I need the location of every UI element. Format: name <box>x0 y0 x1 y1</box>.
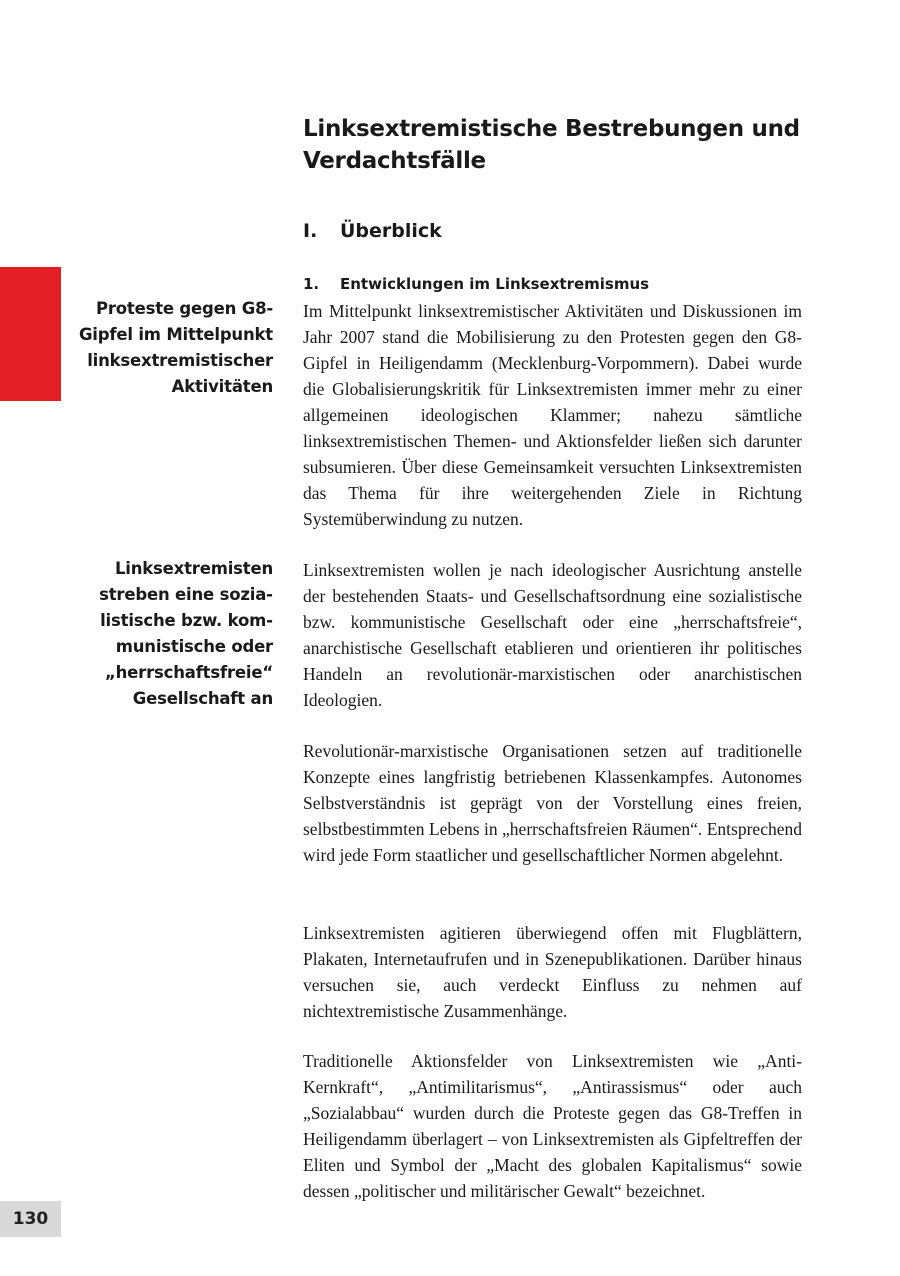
paragraph-5: Traditionelle Aktionsfelder von Linksextremisten wie „Anti-Kernkraft“, „Antimilitarismus“, „Antirassismus“ oder auch „Sozialabbau“ wurden durch die Proteste gegen das G8-Treffen in Heiligendamm überlagert – von Linksextremisten als Gipfeltreffen der Eliten und Symbol der „Macht des globalen Kapitalismus“ sowie dessen „politischer und militärischer Gewalt“ bezeichnet. <box>303 1051 802 1201</box>
page-title: Linksextremistische Bestrebungen und Verdachtsfälle <box>303 116 800 174</box>
subsection-label: Entwicklungen im Linksextremismus <box>340 275 650 293</box>
page-number: 130 <box>0 1201 61 1237</box>
margin-note-g8: Proteste gegen G8-Gipfel im Mittelpunkt linksextremistischer Aktivitäten <box>78 299 273 396</box>
section-heading <box>303 216 442 246</box>
paragraph-4: Linksextremisten agitieren überwiegend offen mit Flugblättern, Plakaten, Internetaufrufen und in Szenepublikationen. Darüber hinaus versuchen sie, auch verdeckt Einfluss zu nehmen auf nichtextremistische Zusammenhänge. <box>303 923 802 1021</box>
chapter-marker-tab <box>0 267 61 401</box>
paragraph-2: Linksextremisten wollen je nach ideologischer Ausrichtung anstelle der bestehenden Staats- und Gesellschaftsordnung eine sozialistische bzw. kommunistische Gesellschaft oder eine „herrschaftsfreie“, anarchistische Gesellschaft etablieren und orientieren ihr politisches Handeln an revolutionär-marxistischen oder anarchistischen Ideologien. <box>303 560 802 710</box>
subsection-heading <box>303 271 649 297</box>
section-number: I. <box>303 220 318 242</box>
margin-note-goals: Linksextremisten streben eine sozialistische bzw. kommunistische oder „herrschaftsfreie“ Gesellschaft an <box>99 559 273 708</box>
subsection-number: 1. <box>303 275 320 293</box>
paragraph-3: Revolutionär-marxistische Organisationen setzen auf traditionelle Konzepte eines langfristig betriebenen Klassenkampfes. Autonomes Selbstverständnis ist geprägt von der Vorstellung eines freien, selbstbestimmten Lebens in „herrschaftsfreien Räumen“. Entsprechend wird jede Form staatlicher und gesellschaftlicher Normen abgelehnt. <box>303 741 802 865</box>
section-label: Überblick <box>340 220 442 242</box>
paragraph-1: Im Mittelpunkt linksextremistischer Aktivitäten und Diskussionen im Jahr 2007 stand die Mobilisierung zu den Protesten gegen den G8-Gipfel in Heiligendamm (Mecklenburg-Vorpommern). Dabei wurde die Globalisierungskritik für Linksextremisten immer mehr zu einer allgemeinen ideologischen Klammer; nahezu sämtliche linksextremistischen Themen- und Aktionsfelder ließen sich darunter subsumieren. Über diese Gemeinsamkeit versuchten Linksextremisten das Thema für ihre weitergehenden Ziele in Richtung Systemüberwindung zu nutzen. <box>303 301 802 529</box>
